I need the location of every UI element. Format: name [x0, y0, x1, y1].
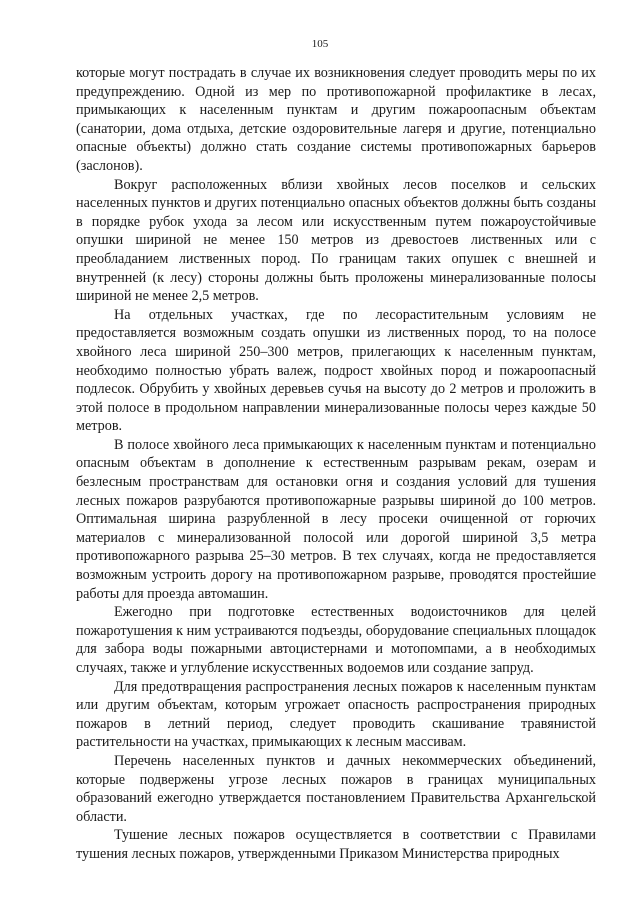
paragraph: которые могут пострадать в случае их возникновения следует проводить меры по их предупреждению. Одной из мер по противопожарной профилактике в лесах, примыкающих к населенным пунктам и другим пожароопасным объектам (санатории, дома отдыха, детские оздоровительные лагеря и другие, потенциально опасные объекты) должно стать создание системы противопожарных барьеров (заслонов).: [76, 65, 596, 174]
paragraph: Вокруг расположенных вблизи хвойных лесов поселков и сельских населенных пунктов и других потенциально опасных объектов должны быть созданы в порядке рубок ухода за лесом или искусственным путем пожароустойчивые опушки шириной не менее 150 метров из древостоев лиственных или с преобладанием лиственных пород. По границам таких опушек с внешней и внутренней (к лесу) стороны должны быть проложены минерализованные полосы шириной не менее 2,5 метров.: [76, 176, 596, 305]
page-number: 105: [311, 38, 329, 50]
paragraph: Для предотвращения распространения лесных пожаров к населенным пунктам или другим объектам, которым угрожает опасность распространения природных пожаров в летний период, следует проводить скашивание травянистой растительности на участках, примыкающих к лесным массивам.: [76, 678, 596, 751]
paragraph: Ежегодно при подготовке естественных водоисточников для целей пожаротушения к ним устраиваются подъезды, оборудование специальных площадок для забора воды пожарными автоцистернами и мотопомпами, а в необходимых случаях, также и углубление искусственных водоемов или создание запруд.: [76, 604, 596, 676]
paragraph: Тушение лесных пожаров осуществляется в соответствии с Правилами тушения лесных пожаров, утвержденными Приказом Министерства природных: [76, 827, 596, 862]
paragraph: В полосе хвойного леса примыкающих к населенным пунктам и потенциально опасным объектам в дополнение к естественным разрывам рекам, озерам и безлесным пространствам для остановки огня и создания условий для тушения лесных пожаров разрубаются противопожарные разрывы шириной до 100 метров. Оптимальная ширина разрубленной в лесу просеки очищенной от горючих материалов с минерализованной полосой или дорогой шириной 3,5 метра противопожарного разрыва 25–30 метров. В тех случаях, когда не предоставляется возможным устроить дорогу на противопожарном разрыве, проводятся простейшие работы для проезда автомашин.: [76, 436, 596, 602]
paragraph: На отдельных участках, где по лесорастительным условиям не предоставляется возможным создать опушки из лиственных пород, то на полосе хвойного леса шириной 250–300 метров, прилегающих к населенным пунктам, необходимо полностью убрать валеж, подрост хвойных пород и пожароопасный подлесок. Обрубить у хвойных деревьев сучья на высоту до 2 метров и проложить в этой полосе в продольном направлении минерализованные полосы через каждые 50 метров.: [76, 306, 596, 435]
paragraph: Перечень населенных пунктов и дачных некоммерческих объединений, которые подвержены угрозе лесных пожаров в границах муниципальных образований ежегодно утверждается постановлением Правительства Архангельской области.: [76, 752, 596, 825]
body-text: [76, 64, 596, 864]
